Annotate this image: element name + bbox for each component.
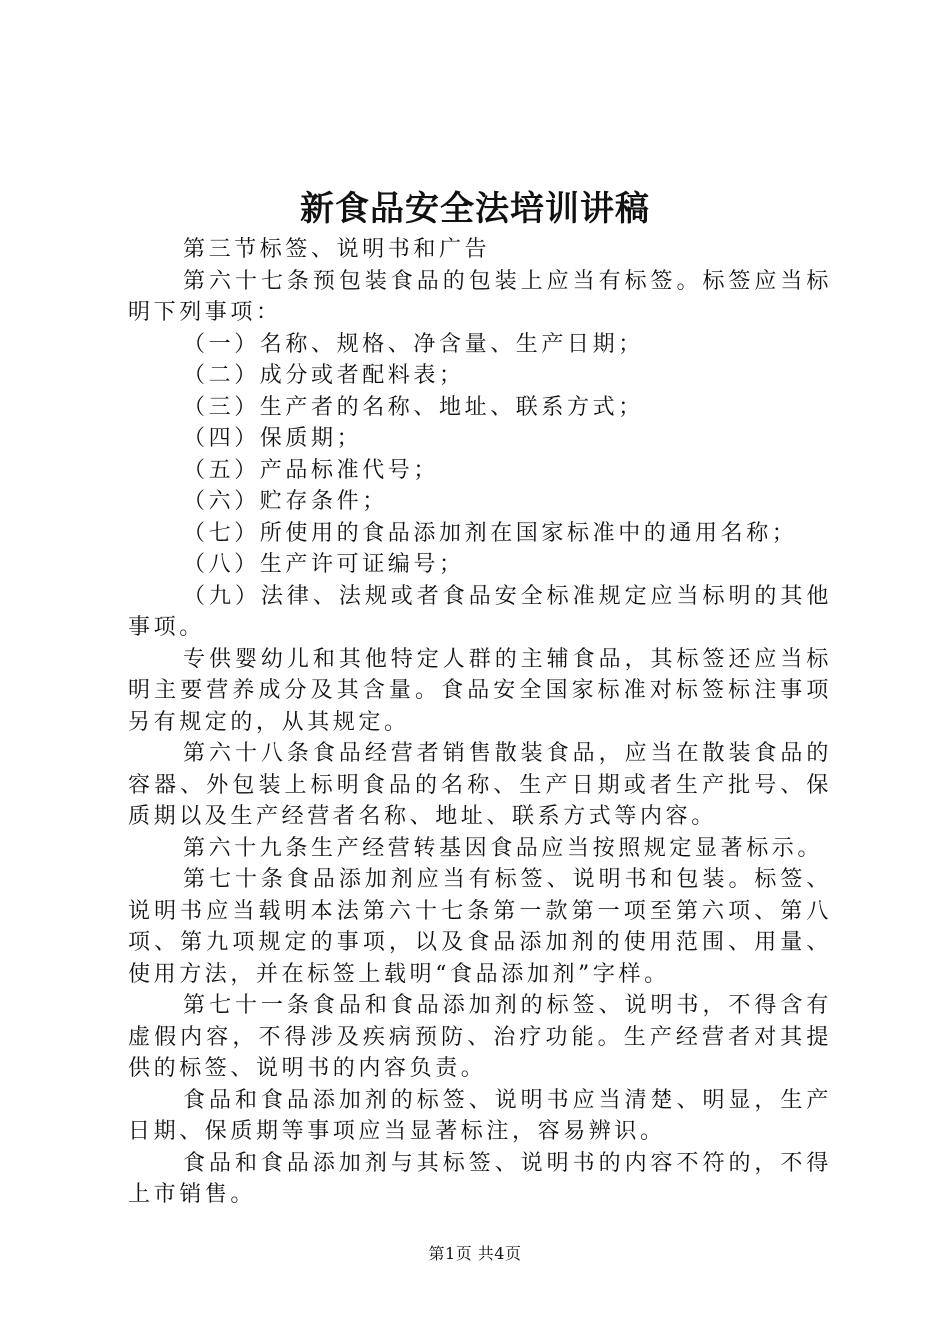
page-number: 第1页 共4页 bbox=[428, 1244, 522, 1263]
body-paragraph: 食品和食品添加剂与其标签、说明书的内容不符的，不得上市销售。 bbox=[128, 1150, 832, 1207]
article-68-paragraph: 第六十八条食品经营者销售散装食品，应当在散装食品的容器、外包装上标明食品的名称、生产日期或者生产批号、保质期以及生产经营者名称、地址、联系方式等内容。 bbox=[128, 741, 832, 829]
list-item: （五）产品标准代号； bbox=[183, 457, 440, 483]
section-heading: 第三节标签、说明书和广告 bbox=[183, 237, 491, 262]
article-71-paragraph: 第七十一条食品和食品添加剂的标签、说明书，不得含有虚假内容，不得涉及疾病预防、治疗功能。生产经营者对其提供的标签、说明书的内容负责。 bbox=[128, 993, 832, 1081]
list-item: （九）法律、法规或者食品安全标准规定应当标明的其他事项。 bbox=[128, 583, 832, 640]
body-paragraph: 专供婴幼儿和其他特定人群的主辅食品，其标签还应当标明主要营养成分及其含量。食品安全国家标准对标签标注事项另有规定的，从其规定。 bbox=[128, 646, 832, 735]
list-item: （三）生产者的名称、地址、联系方式； bbox=[183, 394, 644, 420]
list-item: （一）名称、规格、净含量、生产日期； bbox=[183, 331, 644, 357]
article-67-paragraph: 第六十七条预包装食品的包装上应当有标签。标签应当标明下列事项： bbox=[128, 268, 832, 325]
body-paragraph: 食品和食品添加剂的标签、说明书应当清楚、明显，生产日期、保质期等事项应当显著标注，容易辨识。 bbox=[128, 1087, 832, 1144]
list-item: （四）保质期； bbox=[183, 426, 363, 451]
document-title: 新食品安全法培训讲稿 bbox=[300, 189, 650, 229]
article-70-paragraph: 第七十条食品添加剂应当有标签、说明书和包装。标签、说明书应当载明本法第六十七条第一款第一项至第六项、第八项、第九项规定的事项，以及食品添加剂的使用范围、用量、使用方法，并在标签上载明“食品添加剂”字样。 bbox=[128, 867, 832, 987]
list-item: （七）所使用的食品添加剂在国家标准中的通用名称； bbox=[183, 520, 798, 546]
list-item: （二）成分或者配料表； bbox=[183, 363, 465, 388]
article-69-paragraph: 第六十九条生产经营转基因食品应当按照规定显著标示。 bbox=[183, 835, 824, 861]
list-item: （八）生产许可证编号； bbox=[183, 552, 465, 577]
document-body bbox=[128, 234, 832, 1211]
list-item: （六）贮存条件； bbox=[183, 489, 388, 514]
